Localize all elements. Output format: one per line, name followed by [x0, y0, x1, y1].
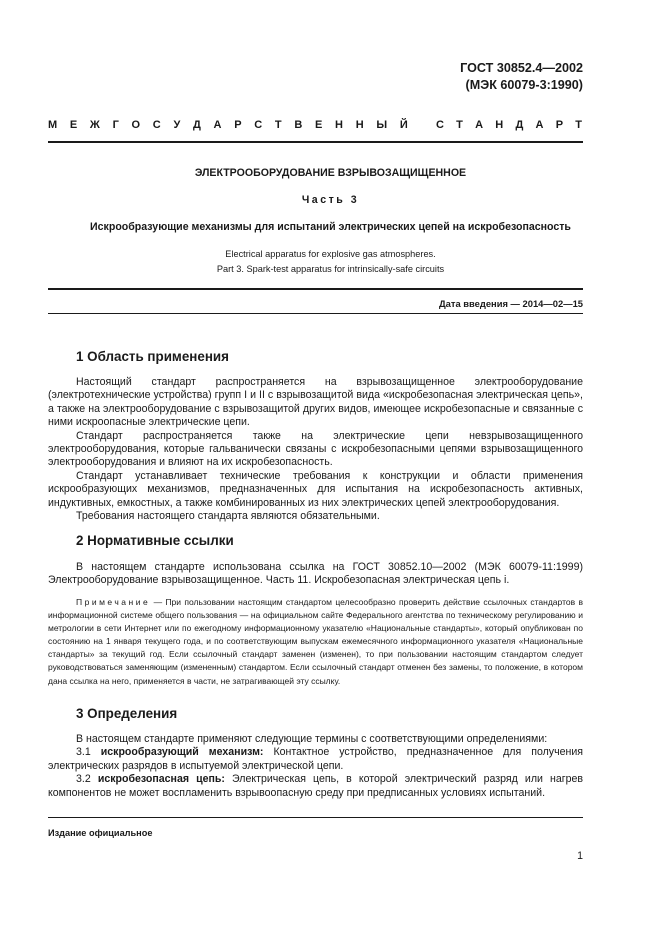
banner-letter: С: [436, 119, 444, 131]
banner-letter: Т: [274, 119, 282, 131]
section-2-body: [48, 561, 583, 588]
definition-3-2: [48, 773, 583, 800]
banner-letter: Н: [495, 119, 504, 131]
banner-letter: Т: [575, 119, 582, 131]
banner-letter: Н: [355, 119, 364, 131]
part-label: Часть 3: [301, 194, 360, 206]
banner-letter: С: [152, 119, 161, 131]
section-1-paragraph: Требования настоящего стандарта являются обязательными.: [76, 510, 380, 523]
banner-letter: А: [213, 119, 222, 131]
document-title: ЭЛЕКТРООБОРУДОВАНИЕ ВЗРЫВОЗАЩИЩЕННОЕ: [194, 167, 467, 179]
section-1-paragraph: Стандарт распространяется также на электрические цепи невзрывозащищенного электрооборудования, которые гальванически связаны с искробезопасными цепями взрывозащищенного электрооборудования и влияют на их искробезопасность.: [48, 429, 583, 469]
definition-number: 3.1: [76, 746, 101, 759]
section-3-paragraph: В настоящем стандарте применяют следующие термины с соответствующими определениями:: [76, 733, 548, 745]
english-title-line1: Electrical apparatus for explosive gas atmospheres.: [225, 249, 436, 259]
page-number: 1: [577, 850, 583, 862]
banner-letter: Г: [112, 119, 119, 131]
banner-letter: А: [475, 119, 484, 131]
section-2-paragraph: В настоящем стандарте использована ссылка на ГОСТ 30852.10—2002 (МЭК 60079-11:1999) Электрооборудование взрывозащищенное. Часть 11. Искробезопасная электрическая цепь i.: [48, 561, 583, 587]
top-divider: [48, 141, 583, 143]
english-title-line2: Part 3. Spark-test apparatus for intrinsically-safe circuits: [216, 264, 445, 274]
banner-letter: Ы: [376, 119, 388, 131]
section-3-heading: 3 Определения: [76, 706, 178, 721]
standard-code-header: [460, 60, 583, 94]
banner-letter: М: [48, 119, 58, 131]
banner-letter: Р: [555, 119, 564, 131]
section-1-body: [48, 376, 583, 523]
section-2-note: [48, 596, 583, 688]
iec-code: (МЭК 60079-3:1990): [465, 78, 583, 92]
banner-letter: О: [131, 119, 141, 131]
banner-letter: Й: [399, 119, 408, 131]
banner-word-left: [48, 119, 408, 131]
interstate-standard-banner: [48, 119, 582, 131]
definition-term: искробезопасная цепь:: [97, 773, 225, 786]
introduction-date: Дата введения — 2014—02—15: [438, 298, 583, 309]
banner-letter: Д: [193, 119, 201, 131]
banner-letter: Т: [456, 119, 463, 131]
section-1-paragraph: Настоящий стандарт распространяется на взрывозащищенное электрооборудование (электротехнические устройства) групп I и II с взрывозащитой вида «искробезопасная электрическая цепь», а также на электрооборудование с взрывозащитой других видов, имеющее искробезопасные и связанные с ними искроопасные электрические цепи.: [48, 376, 583, 429]
banner-letter: У: [173, 119, 181, 131]
definition-3-1: [48, 746, 583, 773]
date-divider: [48, 313, 583, 314]
banner-letter: Е: [69, 119, 78, 131]
banner-letter: Д: [515, 119, 524, 131]
official-edition-label: Издание официальное: [48, 828, 153, 838]
section-2-heading: 2 Нормативные ссылки: [76, 533, 234, 548]
section-1-paragraph: Стандарт устанавливает технические требования к конструкции и области применения искрообразующих механизмов, предназначенных для испытания на искробезопасность активных, индуктивных, емкостных, а также комбинированных из них электрических цепей электрооборудования.: [48, 469, 583, 509]
definition-number: 3.2: [76, 773, 98, 786]
gost-code: ГОСТ 30852.4—2002: [460, 61, 583, 75]
note-label: Примечание: [76, 597, 151, 607]
section-3-body: [48, 733, 583, 800]
definition-term: искрообразующий механизм:: [100, 746, 264, 759]
banner-letter: В: [294, 119, 303, 131]
section-1-heading: 1 Область применения: [76, 349, 229, 364]
banner-letter: С: [254, 119, 263, 131]
definition-text: Контактное устройство, предназначенное для получения электрических разрядов в испытуемой электрической цепи.: [48, 746, 583, 772]
banner-letter: Ж: [89, 119, 100, 131]
note-text: — При пользовании настоящим стандартом целесообразно проверить действие ссылочных стандартов в информационной системе общего пользования — на официальном сайте Федерального агентства по техническому регулированию и метрологии в сети Интернет или по ежегодному информационному указателю «Национальные стандарты», который опубликован по состоянию на 1 января текущего года, и по соответствующим выпускам ежемесячного информационного указателя «Национальные стандарты» за текущий год. Если ссылочный стандарт заменен (изменен), то при пользовании настоящим стандартом следует руководствоваться заменяющим (измененным) стандартом. Если ссылочный стандарт отменен без замены, то положение, в котором дана ссылка на него, применяется в части, не затрагивающей эту ссылку.: [48, 597, 583, 686]
banner-word-right: [436, 119, 582, 131]
banner-letter: А: [535, 119, 544, 131]
banner-letter: Е: [315, 119, 323, 131]
document-subtitle: Искрообразующие механизмы для испытаний электрических цепей на искробезопасность: [90, 221, 571, 233]
footer-divider: [48, 817, 583, 818]
banner-letter: Р: [234, 119, 242, 131]
definition-text: Электрическая цепь, в которой электрический разряд или нагрев компонентов не может воспламенить взрывоопасную среду при предписанных условиях испытаний.: [48, 773, 584, 799]
banner-letter: Н: [335, 119, 343, 131]
title-divider: [48, 288, 583, 290]
